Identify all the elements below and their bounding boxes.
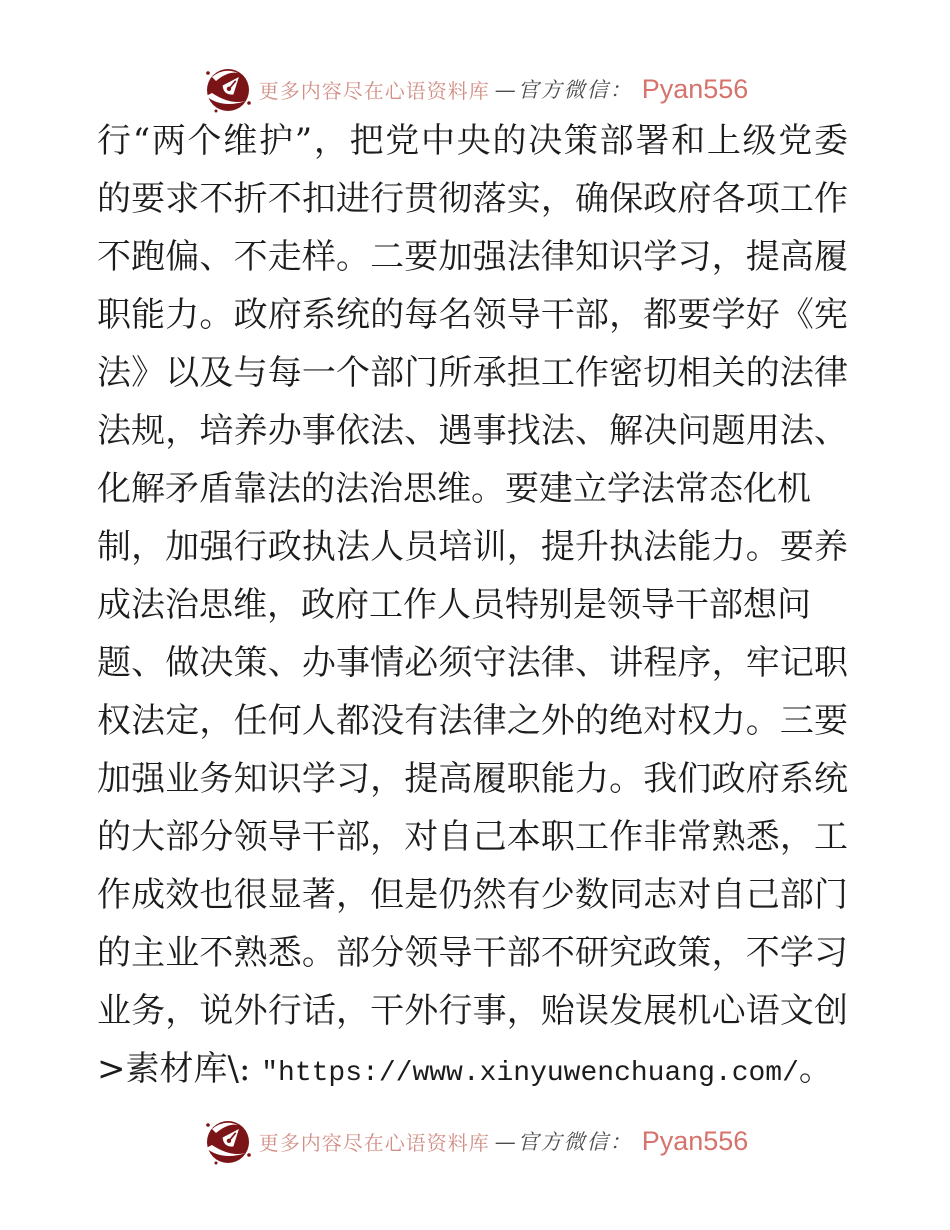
url-line-suffix: 。 <box>798 1049 833 1089</box>
header-watermark <box>0 60 950 118</box>
text-line: 题、做决策、办事情必须守法律、讲程序，牢记职 <box>97 643 848 683</box>
text-line: 的大部分领导干部，对自己本职工作非常熟悉，工 <box>97 817 848 857</box>
text-line: 法规，培养办事依法、遇事找法、解决问题用法、 <box>97 411 848 451</box>
watermark-brand-text: 更多内容尽在心语资料库 <box>258 1130 490 1155</box>
watermark-wechat-label: —官方微信： <box>494 78 633 102</box>
text-line: 作成效也很显著，但是仍然有少数同志对自己部门 <box>97 875 848 915</box>
text-line: 法》以及与每一个部门所承担工作密切相关的法律 <box>97 353 848 393</box>
text-line: 权法定，任何人都没有法律之外的绝对权力。三要 <box>97 701 848 741</box>
text-line: 加强业务知识学习，提高履职能力。我们政府系统 <box>97 759 848 799</box>
watermark-brand-text: 更多内容尽在心语资料库 <box>258 78 490 103</box>
pen-nib-circle-icon <box>202 1113 254 1169</box>
text-line-url <box>97 1040 848 1098</box>
text-line: 化解矛盾靠法的法治思维。要建立学法常态化机 <box>97 469 811 509</box>
text-line: 的要求不折不扣进行贯彻落实，确保政府各项工作 <box>97 179 848 219</box>
document-body <box>97 112 848 1098</box>
url-line-prefix: >素材库\: <box>97 1049 262 1089</box>
pen-nib-circle-icon <box>202 61 254 117</box>
text-line: 行“两个维护”，把党中央的决策部署和上级党委 <box>97 121 848 161</box>
text-line: 制，加强行政执法人员培训，提升执法能力。要养 <box>97 527 848 567</box>
text-line: 职能力。政府系统的每名领导干部，都要学好《宪 <box>97 295 848 335</box>
watermark-wechat-id: Pyan556 <box>641 73 749 104</box>
watermark-wechat-id: Pyan556 <box>641 1125 749 1156</box>
text-line: 不跑偏、不走样。二要加强法律知识学习，提高履 <box>97 237 848 277</box>
text-line: 的主业不熟悉。部分领导干部不研究政策，不学习 <box>97 933 848 973</box>
text-line: 业务，说外行话，干外行事，贻误发展机心语文创 <box>97 991 848 1031</box>
footer-watermark <box>0 1112 950 1170</box>
watermark-wechat-label: —官方微信： <box>494 1130 633 1154</box>
text-line: 成法治思维，政府工作人员特别是领导干部想问 <box>97 585 811 625</box>
url-text: "https://www.xinyuwenchuang.com/ <box>261 1058 799 1089</box>
